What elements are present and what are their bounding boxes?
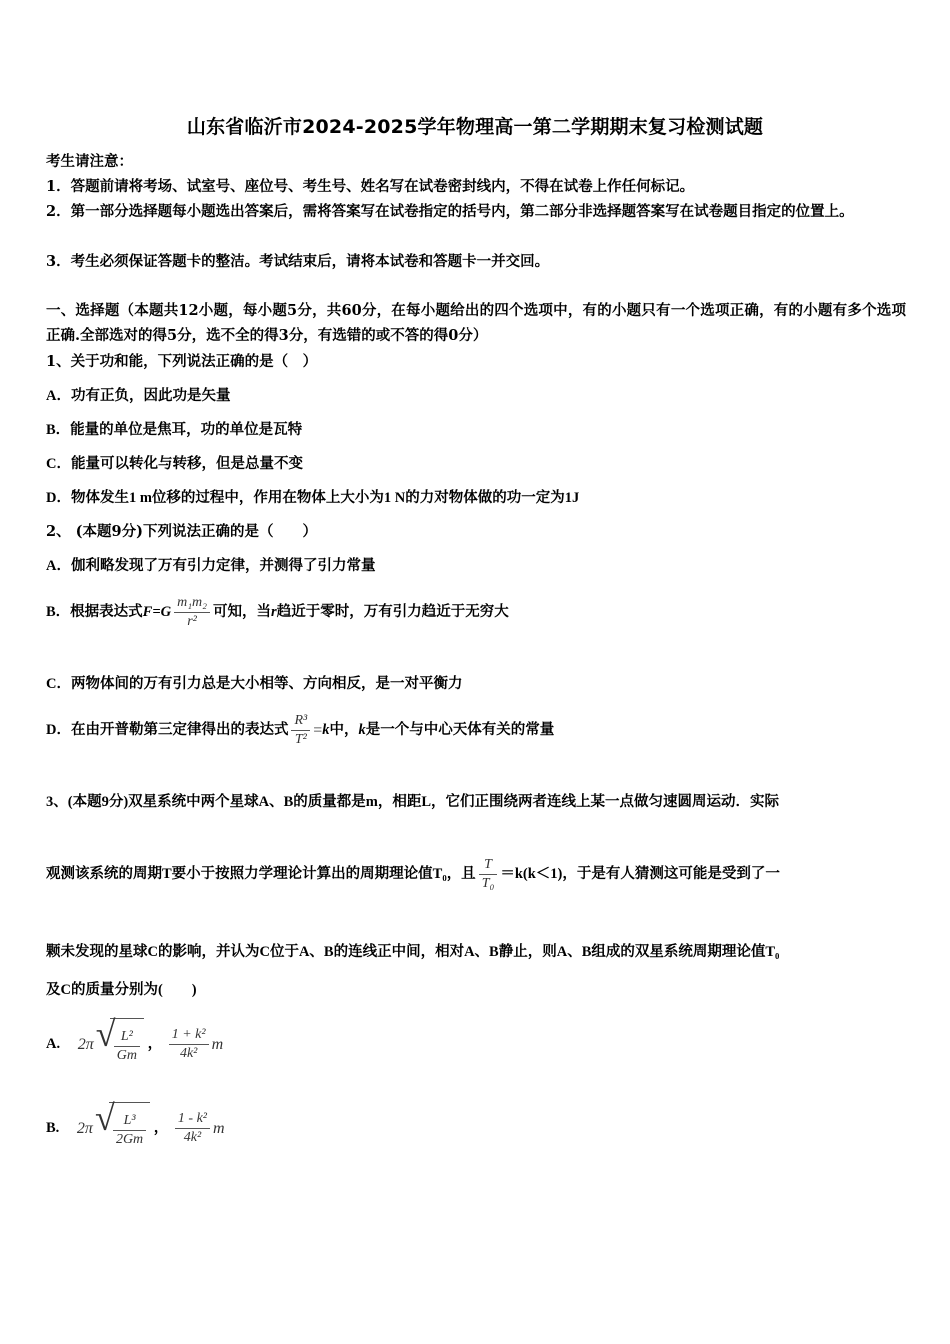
q2-option-d: [46, 712, 554, 749]
q3-b-mass-symbol: m: [213, 1119, 225, 1137]
q3-option-b: [46, 1098, 225, 1155]
q3-b-mass-denominator: 4k²: [175, 1128, 210, 1147]
radical-sign-icon: √: [94, 1098, 115, 1138]
kepler-equals: =: [313, 721, 323, 739]
kepler-fraction: [291, 712, 310, 749]
q3-a-mass-numerator: 1 + k²: [171, 1027, 206, 1042]
q3-b-radicand-numerator: L³: [123, 1113, 136, 1129]
q1-option-c: C．能量可以转化与转移，但是总量不变: [46, 456, 303, 472]
q3-b-sqrt: [94, 1098, 150, 1155]
q3-line2-suffix: ＝k(k＜1)，于是有人猜测这可能是受到了一: [500, 865, 780, 882]
period-ratio-numerator: T: [484, 857, 492, 872]
q3-stem-line-2: [46, 856, 780, 893]
q1-option-d: D．物体发生1 m位移的过程中，作用在物体上大小为1 N的力对物体做的功一定为1J: [46, 490, 580, 506]
q3-b-radicand-denominator: 2Gm: [113, 1130, 146, 1149]
q3-line2-prefix: 观测该系统的周期T要小于按照力学理论计算出的周期理论值T₀，且: [46, 865, 476, 882]
q3-a-mass-symbol: m: [211, 1035, 224, 1053]
q3-a-mass-denominator: 4k²: [169, 1044, 209, 1063]
q1-stem: 1、关于功和能，下列说法正确的是（ ）: [46, 353, 318, 370]
q3-b-coefficient: 2π: [76, 1119, 93, 1137]
kepler-denominator: T²: [291, 730, 310, 749]
q2-d-variable-2: k: [358, 721, 366, 738]
q2-d-prefix: D．在由开普勒第三定律得出的表达式: [46, 721, 289, 738]
q2-d-variable: k: [322, 721, 330, 738]
q3-a-separator: ，: [147, 1035, 163, 1052]
q3-b-label: B.: [46, 1119, 60, 1136]
q2-stem: 2、 (本题9分)下列说法正确的是（ ）: [46, 523, 317, 540]
q2-option-b: [46, 594, 509, 631]
kepler-numerator: R³: [294, 713, 308, 728]
gravity-numerator: m₁m₂: [177, 595, 208, 610]
q3-stem-line-4: 及C的质量分别为( ): [46, 982, 197, 998]
q3-stem-line-3: 颗未发现的星球C的影响，并认为C位于A、B的连线正中间，相对A、B静止，则A、B组成的双星系统周期理论值T₀: [46, 944, 780, 960]
q3-option-a: [46, 1014, 224, 1071]
q3-a-label: A.: [46, 1035, 61, 1052]
q3-a-sqrt: [95, 1014, 144, 1071]
q3-a-radicand: [114, 1028, 140, 1065]
q2-d-middle: 中，: [329, 721, 359, 738]
q1-option-a: A．功有正负，因此功是矢量: [46, 388, 231, 404]
q3-b-radicand: [113, 1112, 146, 1149]
q3-a-mass-fraction: [169, 1026, 209, 1063]
notice-item-1: 1．答题前请将考场、试室号、座位号、考生号、姓名写在试卷密封线内，不得在试卷上作任何标记。: [46, 178, 695, 195]
q3-a-radicand-denominator: Gm: [114, 1046, 140, 1065]
q1-option-b: B．能量的单位是焦耳，功的单位是瓦特: [46, 422, 303, 438]
q2-d-suffix: 是一个与中心天体有关的常量: [365, 721, 555, 738]
q2-b-suffix: 趋近于零时，万有引力趋近于无穷大: [276, 603, 509, 620]
q3-b-separator: ，: [153, 1119, 169, 1136]
notice-heading: 考生请注意：: [46, 153, 133, 170]
q3-b-mass-numerator: 1 - k²: [177, 1111, 207, 1126]
q2-b-variable: r: [271, 603, 277, 620]
q2-b-post-prefix: 可知，当: [213, 603, 272, 620]
notice-item-3: 3．考生必须保证答题卡的整洁。考试结束后，请将本试卷和答题卡一并交回。: [46, 253, 550, 270]
period-ratio-fraction: [479, 856, 498, 893]
page-title: 山东省临沂市2024-2025学年物理高一第二学期期末复习检测试题: [186, 116, 764, 138]
q3-stem-line-1: 3、(本题9分)双星系统中两个星球A、B的质量都是m，相距L，它们正围绕两者连线上某一点做匀速圆周运动．实际: [46, 794, 780, 810]
q2-b-formula: F=G: [142, 603, 172, 620]
q3-b-mass-fraction: [175, 1110, 210, 1147]
gravity-fraction: [174, 594, 210, 631]
section-intro: 一、选择题（本题共12小题，每小题5分，共60分，在每小题给出的四个选项中，有的小题只有一个选项正确，有的小题有多个选项正确.全部选对的得5分，选不全的得3分，有选错的或不答的得0分）: [46, 302, 906, 344]
period-ratio-denominator: T₀: [479, 874, 498, 893]
q3-a-radicand-numerator: L²: [120, 1029, 133, 1045]
q2-option-c: C．两物体间的万有引力总是大小相等、方向相反，是一对平衡力: [46, 676, 463, 692]
gravity-denominator: r²: [174, 612, 210, 631]
notice-item-2: 2．第一部分选择题每小题选出答案后，需将答案写在试卷指定的括号内，第二部分非选择题答案写在试卷题目指定的位置上。: [46, 203, 854, 220]
radical-sign-icon: √: [95, 1014, 116, 1054]
q3-a-coefficient: 2π: [77, 1035, 94, 1053]
q2-option-a: A．伽利略发现了万有引力定律，并测得了引力常量: [46, 558, 376, 574]
q2-b-prefix: B．根据表达式: [46, 603, 143, 620]
